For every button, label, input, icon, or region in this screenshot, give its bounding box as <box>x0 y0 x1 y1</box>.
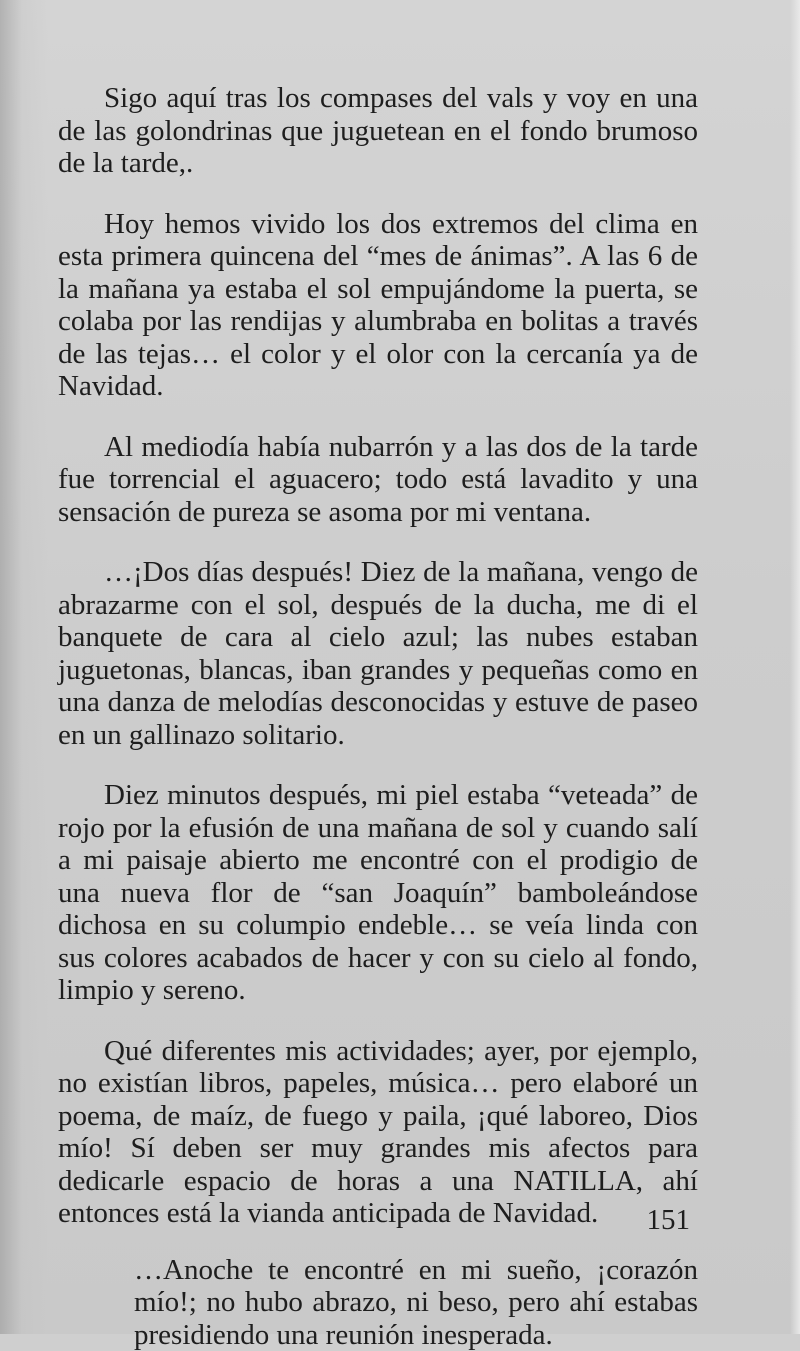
paragraph-5: Diez minutos después, mi piel estaba “veteada” de rojo por la efusión de una mañana de sol y cuando salí a mi paisaje abierto me encontré con el prodigio de una nueva flor de “san Joaquín” bamboleándose dichosa en su columpio endeble… se veía linda con sus colores acabados de hacer y con su cielo al fondo, limpio y sereno. <box>58 779 698 1007</box>
paragraph-4: …¡Dos días después! Diez de la mañana, vengo de abrazarme con el sol, después de la ducha, me di el banquete de cara al cielo azul; las nubes estaban juguetonas, blancas, iban grandes y pequeñas como en una danza de melodías desconocidas y estuve de paseo en un gallinazo solitario. <box>58 556 698 751</box>
page-number: 151 <box>640 1204 690 1236</box>
body-text <box>58 82 698 1351</box>
paragraph-6: Qué diferentes mis actividades; ayer, por ejemplo, no existían libros, papeles, música… pero elaboré un poema, de maíz, de fuego y paila, ¡qué laboreo, Dios mío! Sí deben ser muy grandes mis afectos para dedicarle espacio de horas a una NATILLA, ahí entonces está la vianda anticipada de Navidad. <box>58 1035 698 1230</box>
paragraph-2: Hoy hemos vivido los dos extremos del clima en esta primera quincena del “mes de ánimas”. A las 6 de la mañana ya estaba el sol empujándome la puerta, se colaba por las rendijas y alumbraba en bolitas a través de las tejas… el color y el olor con la cercanía ya de Navidad. <box>58 208 698 403</box>
paragraph-1: Sigo aquí tras los compases del vals y voy en una de las golondrinas que juguetean en el fondo brumoso de la tarde,. <box>58 82 698 180</box>
indented-paragraph: …Anoche te encontré en mi sueño, ¡corazón mío!; no hubo abrazo, ni beso, pero ahí estabas presidiendo una reunión inesperada. <box>134 1254 698 1351</box>
paragraph-3: Al mediodía había nubarrón y a las dos de la tarde fue torrencial el aguacero; todo está lavadito y una sensación de pureza se asoma por mi ventana. <box>58 431 698 529</box>
page-edge <box>790 0 800 1334</box>
